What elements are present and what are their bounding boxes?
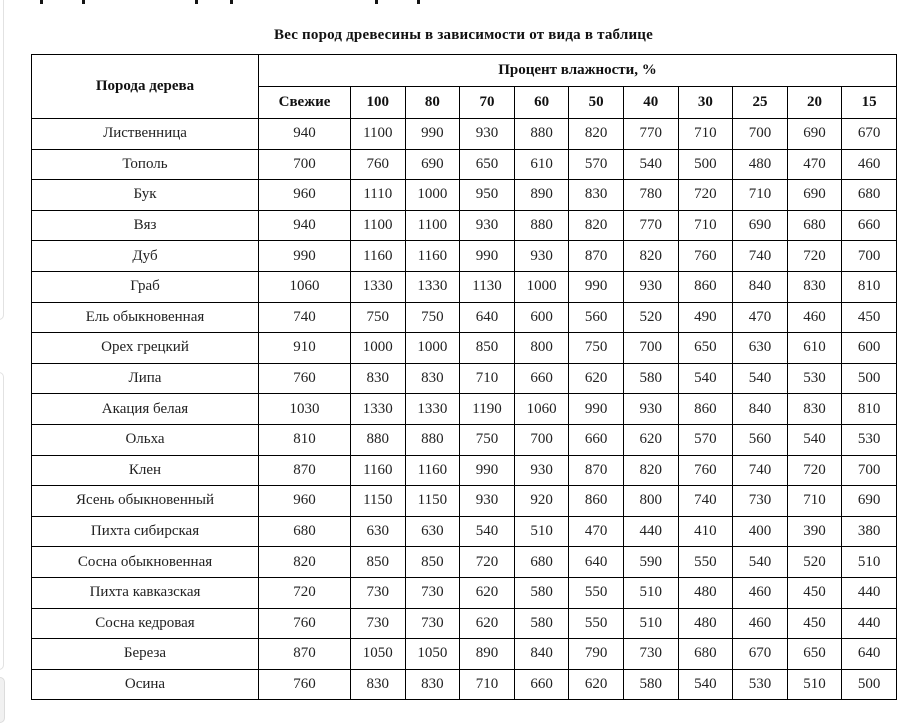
weight-value-cell: 990 — [569, 271, 624, 302]
weight-value-cell: 850 — [351, 547, 406, 578]
species-cell: Липа — [32, 363, 259, 394]
species-cell: Пихта сибирская — [32, 516, 259, 547]
weight-value-cell: 1000 — [514, 271, 569, 302]
weight-value-cell: 760 — [259, 669, 351, 700]
weight-value-cell: 990 — [405, 119, 460, 150]
weight-value-cell: 600 — [842, 333, 897, 364]
weight-value-cell: 540 — [460, 516, 515, 547]
weight-value-cell: 1030 — [259, 394, 351, 425]
weight-value-cell: 680 — [842, 180, 897, 211]
weight-value-cell: 690 — [405, 149, 460, 180]
weight-value-cell: 580 — [514, 608, 569, 639]
weight-value-cell: 700 — [733, 119, 788, 150]
weight-value-cell: 830 — [351, 363, 406, 394]
weight-value-cell: 820 — [569, 210, 624, 241]
wood-weight-table — [31, 54, 897, 700]
weight-value-cell: 720 — [460, 547, 515, 578]
weight-value-cell: 830 — [405, 669, 460, 700]
weight-value-cell: 830 — [351, 669, 406, 700]
weight-value-cell: 630 — [351, 516, 406, 547]
weight-value-cell: 720 — [787, 241, 842, 272]
weight-value-cell: 960 — [259, 486, 351, 517]
weight-value-cell: 490 — [678, 302, 733, 333]
weight-value-cell: 1160 — [351, 241, 406, 272]
weight-value-cell: 870 — [569, 241, 624, 272]
clipped-text-remnant — [417, 0, 420, 4]
weight-value-cell: 530 — [787, 363, 842, 394]
table-row — [32, 516, 897, 547]
weight-value-cell: 1060 — [259, 271, 351, 302]
weight-value-cell: 540 — [733, 547, 788, 578]
weight-value-cell: 500 — [678, 149, 733, 180]
table-row — [32, 241, 897, 272]
weight-value-cell: 730 — [623, 639, 678, 670]
weight-value-cell: 440 — [623, 516, 678, 547]
weight-value-cell: 500 — [842, 363, 897, 394]
weight-value-cell: 940 — [259, 119, 351, 150]
weight-value-cell: 460 — [787, 302, 842, 333]
table-row — [32, 302, 897, 333]
weight-value-cell: 930 — [623, 271, 678, 302]
weight-value-cell: 460 — [842, 149, 897, 180]
weight-value-cell: 810 — [842, 271, 897, 302]
weight-value-cell: 650 — [460, 149, 515, 180]
weight-value-cell: 640 — [569, 547, 624, 578]
weight-value-cell: 680 — [787, 210, 842, 241]
weight-value-cell: 720 — [259, 577, 351, 608]
left-edge-card-top — [0, 0, 4, 320]
weight-value-cell: 720 — [678, 180, 733, 211]
weight-value-cell: 730 — [733, 486, 788, 517]
weight-value-cell: 550 — [569, 608, 624, 639]
weight-value-cell: 890 — [460, 639, 515, 670]
weight-value-cell: 770 — [623, 119, 678, 150]
weight-value-cell: 870 — [569, 455, 624, 486]
weight-value-cell: 990 — [569, 394, 624, 425]
weight-value-cell: 1100 — [405, 210, 460, 241]
moisture-column-header: 80 — [405, 87, 460, 119]
weight-value-cell: 610 — [514, 149, 569, 180]
weight-value-cell: 600 — [514, 302, 569, 333]
table-row — [32, 669, 897, 700]
table-row — [32, 333, 897, 364]
weight-value-cell: 880 — [405, 424, 460, 455]
weight-value-cell: 750 — [569, 333, 624, 364]
weight-value-cell: 710 — [678, 210, 733, 241]
weight-value-cell: 690 — [842, 486, 897, 517]
weight-value-cell: 930 — [514, 241, 569, 272]
weight-value-cell: 650 — [678, 333, 733, 364]
weight-value-cell: 680 — [514, 547, 569, 578]
weight-value-cell: 820 — [569, 119, 624, 150]
weight-value-cell: 710 — [787, 486, 842, 517]
weight-value-cell: 700 — [514, 424, 569, 455]
weight-value-cell: 950 — [460, 180, 515, 211]
weight-value-cell: 530 — [842, 424, 897, 455]
weight-value-cell: 860 — [678, 271, 733, 302]
weight-value-cell: 730 — [351, 577, 406, 608]
weight-value-cell: 780 — [623, 180, 678, 211]
weight-value-cell: 540 — [787, 424, 842, 455]
weight-value-cell: 1100 — [351, 210, 406, 241]
weight-value-cell: 1150 — [405, 486, 460, 517]
weight-value-cell: 840 — [733, 394, 788, 425]
weight-value-cell: 550 — [678, 547, 733, 578]
weight-value-cell: 930 — [460, 486, 515, 517]
weight-value-cell: 1100 — [351, 119, 406, 150]
weight-value-cell: 620 — [460, 577, 515, 608]
weight-value-cell: 610 — [787, 333, 842, 364]
weight-value-cell: 650 — [787, 639, 842, 670]
weight-value-cell: 400 — [733, 516, 788, 547]
species-cell: Сосна обыкновенная — [32, 547, 259, 578]
left-edge-card-middle — [0, 372, 4, 670]
weight-value-cell: 930 — [460, 210, 515, 241]
weight-value-cell: 940 — [259, 210, 351, 241]
weight-value-cell: 870 — [259, 455, 351, 486]
table-row — [32, 149, 897, 180]
species-cell: Береза — [32, 639, 259, 670]
weight-value-cell: 730 — [405, 608, 460, 639]
weight-value-cell: 830 — [787, 394, 842, 425]
weight-value-cell: 480 — [678, 577, 733, 608]
weight-value-cell: 710 — [733, 180, 788, 211]
weight-value-cell: 800 — [623, 486, 678, 517]
weight-value-cell: 760 — [678, 241, 733, 272]
weight-value-cell: 410 — [678, 516, 733, 547]
weight-value-cell: 1000 — [405, 333, 460, 364]
weight-value-cell: 790 — [569, 639, 624, 670]
table-row — [32, 363, 897, 394]
weight-value-cell: 1060 — [514, 394, 569, 425]
clipped-text-remnant — [230, 0, 233, 4]
species-cell: Бук — [32, 180, 259, 211]
species-cell: Граб — [32, 271, 259, 302]
weight-value-cell: 710 — [460, 363, 515, 394]
weight-value-cell: 570 — [569, 149, 624, 180]
table-row — [32, 577, 897, 608]
weight-value-cell: 630 — [733, 333, 788, 364]
weight-value-cell: 750 — [351, 302, 406, 333]
weight-value-cell: 930 — [460, 119, 515, 150]
weight-value-cell: 1130 — [460, 271, 515, 302]
weight-value-cell: 870 — [259, 639, 351, 670]
weight-value-cell: 1330 — [405, 394, 460, 425]
weight-value-cell: 590 — [623, 547, 678, 578]
weight-value-cell: 660 — [569, 424, 624, 455]
moisture-column-header: 60 — [514, 87, 569, 119]
species-cell: Орех грецкий — [32, 333, 259, 364]
weight-value-cell: 750 — [460, 424, 515, 455]
weight-value-cell: 830 — [787, 271, 842, 302]
weight-value-cell: 540 — [678, 669, 733, 700]
weight-value-cell: 990 — [460, 455, 515, 486]
table-title: Вес пород древесины в зависимости от вида в таблице — [273, 27, 654, 43]
left-edge-card-bottom — [0, 677, 5, 723]
weight-value-cell: 380 — [842, 516, 897, 547]
weight-value-cell: 760 — [259, 608, 351, 639]
weight-value-cell: 930 — [514, 455, 569, 486]
clipped-text-remnant — [195, 0, 198, 4]
moisture-column-header: 20 — [787, 87, 842, 119]
weight-value-cell: 620 — [569, 669, 624, 700]
weight-value-cell: 730 — [351, 608, 406, 639]
species-cell: Ель обыкновенная — [32, 302, 259, 333]
moisture-column-header: 25 — [733, 87, 788, 119]
weight-value-cell: 560 — [733, 424, 788, 455]
weight-value-cell: 960 — [259, 180, 351, 211]
species-cell: Вяз — [32, 210, 259, 241]
table-row — [32, 271, 897, 302]
weight-value-cell: 1110 — [351, 180, 406, 211]
moisture-column-header: Свежие — [259, 87, 351, 119]
weight-value-cell: 990 — [460, 241, 515, 272]
moisture-group-header: Процент влажности, % — [259, 55, 897, 87]
species-cell: Пихта кавказская — [32, 577, 259, 608]
weight-value-cell: 510 — [623, 577, 678, 608]
weight-value-cell: 580 — [623, 363, 678, 394]
species-cell: Сосна кедровая — [32, 608, 259, 639]
species-cell: Ольха — [32, 424, 259, 455]
weight-value-cell: 620 — [460, 608, 515, 639]
weight-value-cell: 700 — [842, 455, 897, 486]
weight-value-cell: 850 — [405, 547, 460, 578]
weight-value-cell: 710 — [460, 669, 515, 700]
weight-value-cell: 640 — [842, 639, 897, 670]
weight-value-cell: 1330 — [351, 394, 406, 425]
weight-value-cell: 480 — [733, 149, 788, 180]
table-row — [32, 639, 897, 670]
table-row — [32, 486, 897, 517]
moisture-column-header: 30 — [678, 87, 733, 119]
weight-value-cell: 630 — [405, 516, 460, 547]
weight-value-cell: 810 — [842, 394, 897, 425]
weight-value-cell: 930 — [623, 394, 678, 425]
weight-value-cell: 510 — [842, 547, 897, 578]
weight-value-cell: 820 — [623, 241, 678, 272]
weight-value-cell: 710 — [678, 119, 733, 150]
weight-value-cell: 700 — [259, 149, 351, 180]
weight-value-cell: 810 — [259, 424, 351, 455]
weight-value-cell: 540 — [733, 363, 788, 394]
weight-value-cell: 510 — [787, 669, 842, 700]
weight-value-cell: 450 — [787, 608, 842, 639]
table-row — [32, 608, 897, 639]
weight-value-cell: 680 — [259, 516, 351, 547]
weight-value-cell: 470 — [569, 516, 624, 547]
weight-value-cell: 690 — [787, 180, 842, 211]
weight-value-cell: 540 — [678, 363, 733, 394]
moisture-column-header: 15 — [842, 87, 897, 119]
weight-value-cell: 480 — [678, 608, 733, 639]
weight-value-cell: 740 — [678, 486, 733, 517]
weight-value-cell: 820 — [623, 455, 678, 486]
weight-value-cell: 860 — [678, 394, 733, 425]
moisture-column-header: 50 — [569, 87, 624, 119]
weight-value-cell: 520 — [787, 547, 842, 578]
weight-value-cell: 670 — [733, 639, 788, 670]
weight-value-cell: 500 — [842, 669, 897, 700]
species-cell: Акация белая — [32, 394, 259, 425]
weight-value-cell: 800 — [514, 333, 569, 364]
table-row — [32, 424, 897, 455]
weight-value-cell: 890 — [514, 180, 569, 211]
clipped-text-remnant — [40, 0, 43, 4]
weight-value-cell: 740 — [733, 455, 788, 486]
weight-value-cell: 440 — [842, 577, 897, 608]
weight-value-cell: 700 — [842, 241, 897, 272]
moisture-column-header: 40 — [623, 87, 678, 119]
weight-value-cell: 560 — [569, 302, 624, 333]
weight-value-cell: 720 — [787, 455, 842, 486]
weight-value-cell: 510 — [623, 608, 678, 639]
weight-value-cell: 880 — [351, 424, 406, 455]
weight-value-cell: 530 — [733, 669, 788, 700]
table-row — [32, 210, 897, 241]
weight-value-cell: 760 — [678, 455, 733, 486]
weight-value-cell: 550 — [569, 577, 624, 608]
clipped-text-remnant — [375, 0, 378, 4]
weight-value-cell: 1150 — [351, 486, 406, 517]
clipped-text-remnant — [82, 0, 85, 4]
weight-value-cell: 740 — [259, 302, 351, 333]
species-cell: Ясень обыкновенный — [32, 486, 259, 517]
weight-value-cell: 880 — [514, 119, 569, 150]
species-cell: Клен — [32, 455, 259, 486]
weight-value-cell: 1330 — [405, 271, 460, 302]
weight-value-cell: 990 — [259, 241, 351, 272]
weight-value-cell: 1050 — [405, 639, 460, 670]
weight-value-cell: 460 — [733, 608, 788, 639]
weight-value-cell: 750 — [405, 302, 460, 333]
table-row — [32, 455, 897, 486]
weight-value-cell: 770 — [623, 210, 678, 241]
weight-value-cell: 450 — [787, 577, 842, 608]
species-cell: Лиственница — [32, 119, 259, 150]
weight-value-cell: 640 — [460, 302, 515, 333]
weight-value-cell: 670 — [842, 119, 897, 150]
weight-value-cell: 660 — [514, 669, 569, 700]
weight-value-cell: 1000 — [351, 333, 406, 364]
moisture-column-header: 100 — [351, 87, 406, 119]
weight-value-cell: 860 — [569, 486, 624, 517]
weight-value-cell: 1330 — [351, 271, 406, 302]
weight-value-cell: 390 — [787, 516, 842, 547]
moisture-column-header: 70 — [460, 87, 515, 119]
weight-value-cell: 580 — [514, 577, 569, 608]
weight-value-cell: 580 — [623, 669, 678, 700]
weight-value-cell: 570 — [678, 424, 733, 455]
weight-value-cell: 1160 — [405, 455, 460, 486]
weight-value-cell: 450 — [842, 302, 897, 333]
weight-value-cell: 1050 — [351, 639, 406, 670]
table-row — [32, 119, 897, 150]
weight-value-cell: 880 — [514, 210, 569, 241]
weight-value-cell: 920 — [514, 486, 569, 517]
weight-value-cell: 660 — [514, 363, 569, 394]
weight-value-cell: 840 — [733, 271, 788, 302]
weight-value-cell: 460 — [733, 577, 788, 608]
weight-value-cell: 740 — [733, 241, 788, 272]
weight-value-cell: 620 — [569, 363, 624, 394]
weight-value-cell: 510 — [514, 516, 569, 547]
weight-value-cell: 660 — [842, 210, 897, 241]
weight-value-cell: 730 — [405, 577, 460, 608]
table-row — [32, 547, 897, 578]
weight-value-cell: 540 — [623, 149, 678, 180]
weight-value-cell: 760 — [259, 363, 351, 394]
weight-value-cell: 760 — [351, 149, 406, 180]
weight-value-cell: 620 — [623, 424, 678, 455]
weight-value-cell: 690 — [787, 119, 842, 150]
weight-value-cell: 470 — [733, 302, 788, 333]
weight-value-cell: 470 — [787, 149, 842, 180]
weight-value-cell: 440 — [842, 608, 897, 639]
weight-value-cell: 1160 — [351, 455, 406, 486]
weight-value-cell: 520 — [623, 302, 678, 333]
species-cell: Осина — [32, 669, 259, 700]
species-cell: Дуб — [32, 241, 259, 272]
weight-value-cell: 840 — [514, 639, 569, 670]
table-header-row — [32, 55, 897, 87]
species-cell: Тополь — [32, 149, 259, 180]
weight-value-cell: 680 — [678, 639, 733, 670]
weight-value-cell: 690 — [733, 210, 788, 241]
weight-value-cell: 1190 — [460, 394, 515, 425]
table-row — [32, 394, 897, 425]
table-row — [32, 180, 897, 211]
weight-value-cell: 1000 — [405, 180, 460, 211]
weight-value-cell: 830 — [569, 180, 624, 211]
weight-value-cell: 1160 — [405, 241, 460, 272]
weight-value-cell: 850 — [460, 333, 515, 364]
weight-value-cell: 830 — [405, 363, 460, 394]
weight-value-cell: 700 — [623, 333, 678, 364]
weight-value-cell: 820 — [259, 547, 351, 578]
weight-value-cell: 910 — [259, 333, 351, 364]
species-column-header: Порода дерева — [32, 55, 259, 119]
